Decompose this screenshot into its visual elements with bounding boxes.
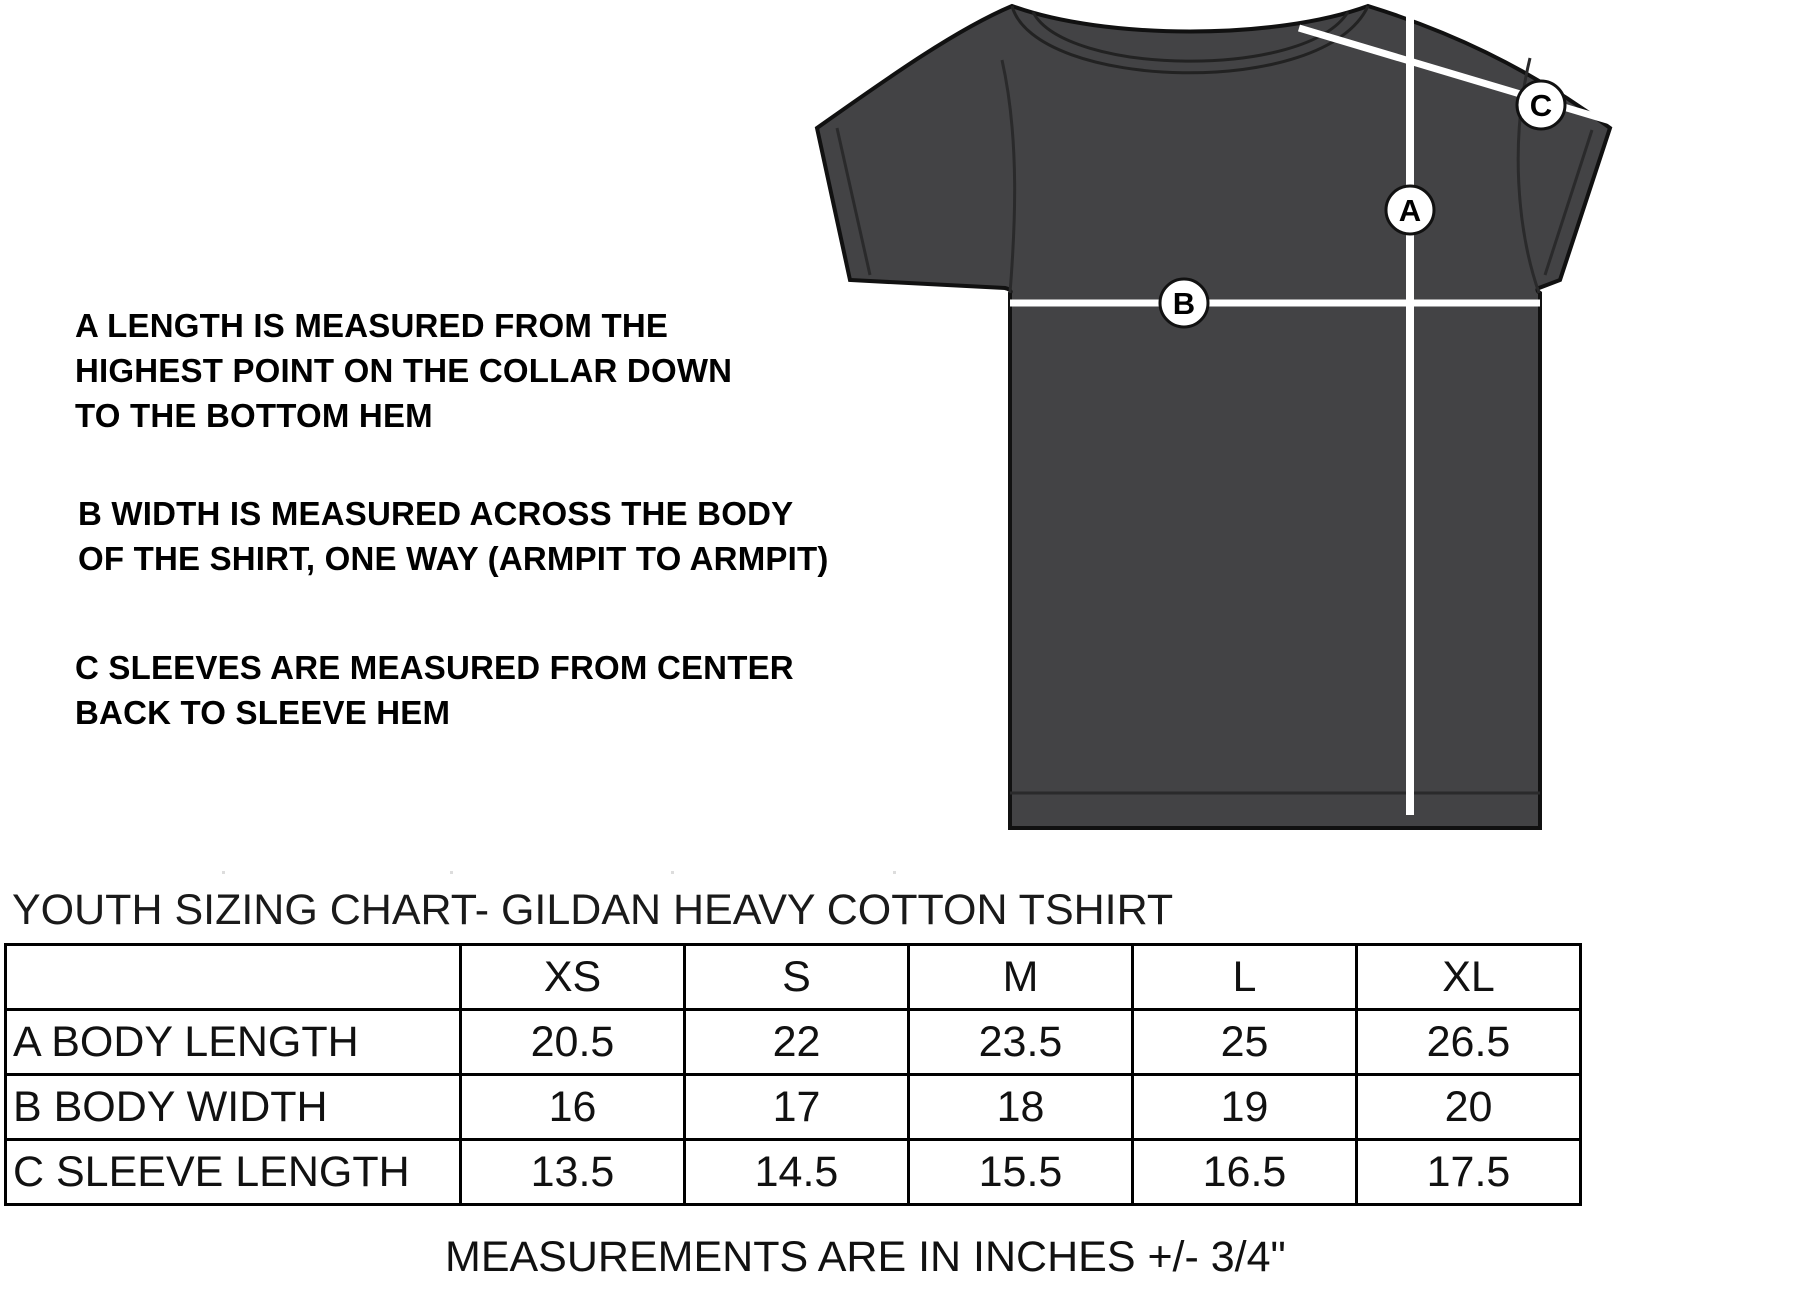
units-footnote: MEASUREMENTS ARE IN INCHES +/- 3/4" xyxy=(445,1233,1286,1281)
size-header-xl: XL xyxy=(1357,945,1581,1010)
size-header-m: M xyxy=(909,945,1133,1010)
tshirt-diagram xyxy=(805,0,1740,830)
note-line: A LENGTH IS MEASURED FROM THE xyxy=(75,307,669,344)
table-cell: 19 xyxy=(1133,1075,1357,1140)
chart-title: YOUTH SIZING CHART- GILDAN HEAVY COTTON TSHIRT xyxy=(12,886,1174,934)
table-cell: 15.5 xyxy=(909,1140,1133,1205)
table-header-row xyxy=(6,945,1581,1010)
table-cell: 26.5 xyxy=(1357,1010,1581,1075)
tshirt-body xyxy=(817,6,1610,828)
table-cell: 16 xyxy=(461,1075,685,1140)
note-line: BACK TO SLEEVE HEM xyxy=(75,694,451,731)
size-header-l: L xyxy=(1133,945,1357,1010)
table-cell: 17 xyxy=(685,1075,909,1140)
table-cell: 13.5 xyxy=(461,1140,685,1205)
note-line: HIGHEST POINT ON THE COLLAR DOWN xyxy=(75,352,733,389)
header-blank-cell xyxy=(6,945,461,1010)
table-row xyxy=(6,1075,1581,1140)
table-cell: 25 xyxy=(1133,1010,1357,1075)
table-cell: 14.5 xyxy=(685,1140,909,1205)
note-length xyxy=(75,303,732,438)
sizing-table xyxy=(4,943,1582,1206)
marker-a xyxy=(1386,186,1434,234)
table-cell: 20.5 xyxy=(461,1010,685,1075)
note-line: TO THE BOTTOM HEM xyxy=(75,397,433,434)
note-sleeves xyxy=(75,645,794,735)
row-label: C SLEEVE LENGTH xyxy=(6,1140,461,1205)
marker-b xyxy=(1160,279,1208,327)
row-label: A BODY LENGTH xyxy=(6,1010,461,1075)
marker-c xyxy=(1517,81,1565,129)
note-width xyxy=(78,491,829,581)
size-header-s: S xyxy=(685,945,909,1010)
marker-a-label: A xyxy=(1398,193,1422,228)
marker-c-label: C xyxy=(1529,88,1553,123)
note-line: OF THE SHIRT, ONE WAY (ARMPIT TO ARMPIT) xyxy=(78,540,829,577)
note-line: B WIDTH IS MEASURED ACROSS THE BODY xyxy=(78,495,794,532)
row-label: B BODY WIDTH xyxy=(6,1075,461,1140)
table-cell: 17.5 xyxy=(1357,1140,1581,1205)
table-cell: 23.5 xyxy=(909,1010,1133,1075)
table-row xyxy=(6,1010,1581,1075)
table-cell: 18 xyxy=(909,1075,1133,1140)
table-row xyxy=(6,1140,1581,1205)
table-cell: 16.5 xyxy=(1133,1140,1357,1205)
note-line: C SLEEVES ARE MEASURED FROM CENTER xyxy=(75,649,794,686)
marker-b-label: B xyxy=(1172,286,1196,321)
table-cell: 22 xyxy=(685,1010,909,1075)
table-cell: 20 xyxy=(1357,1075,1581,1140)
size-header-xs: XS xyxy=(461,945,685,1010)
